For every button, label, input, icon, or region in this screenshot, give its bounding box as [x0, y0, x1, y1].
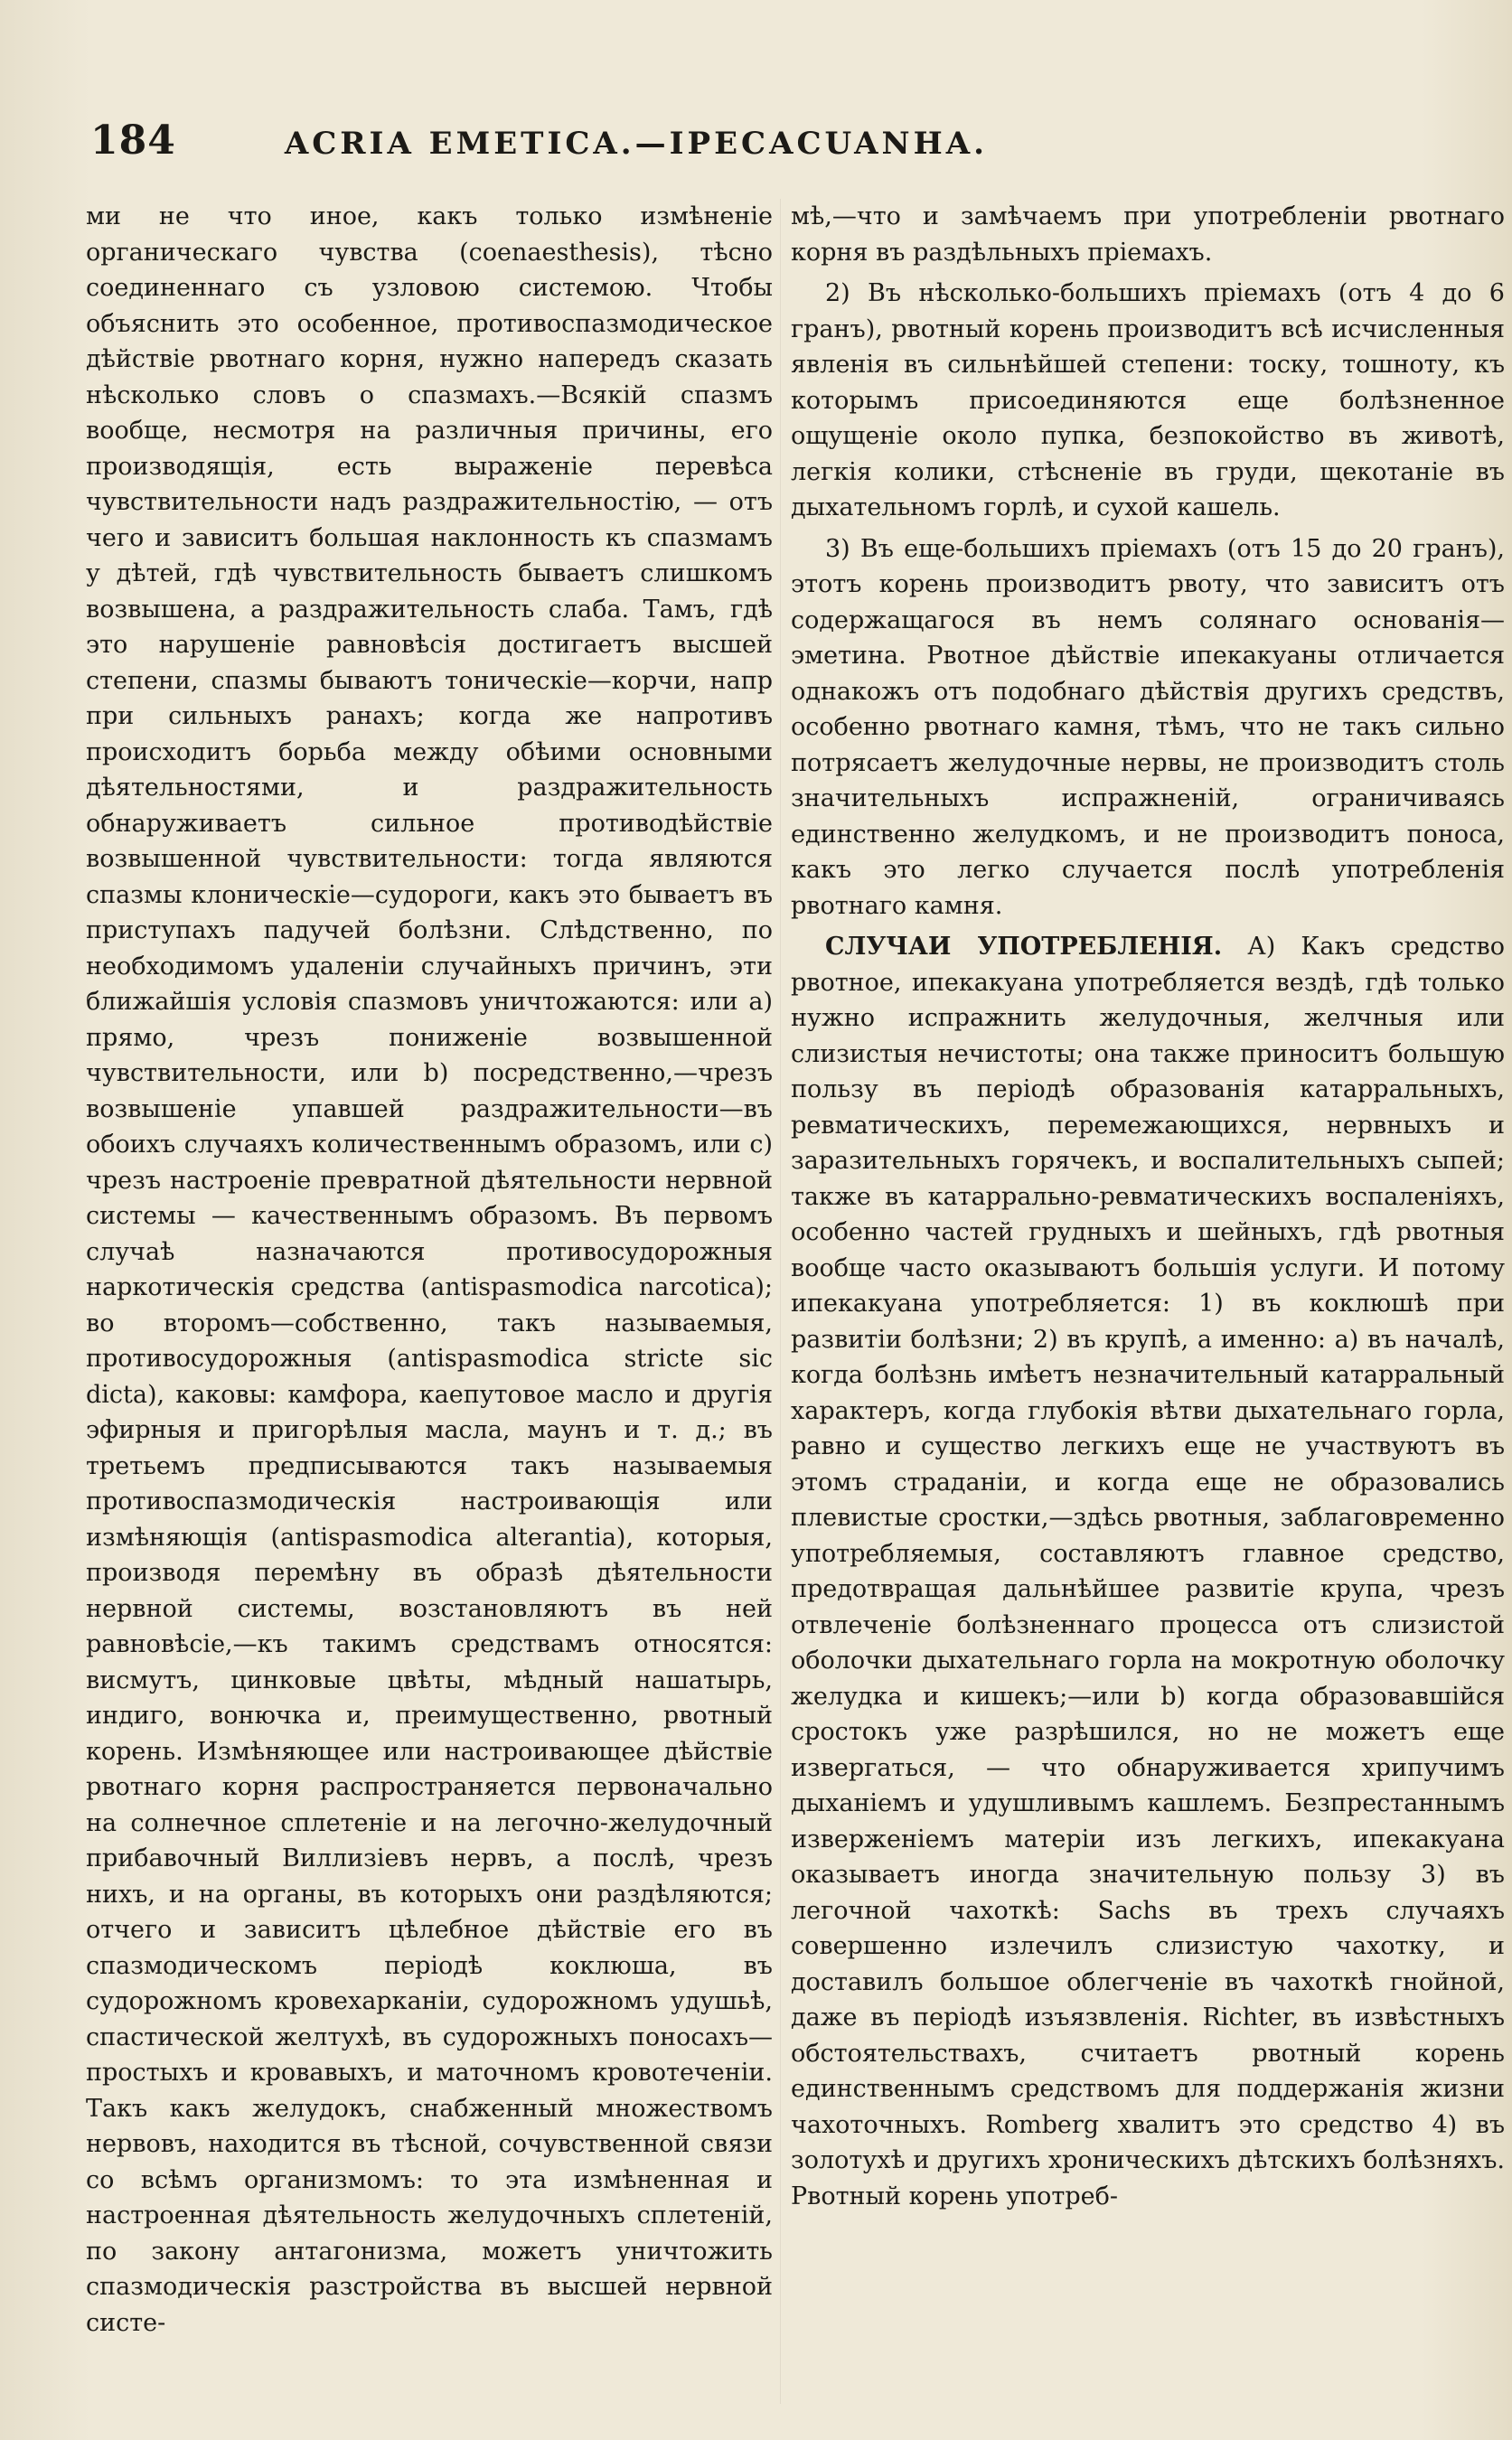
paragraph	[791, 929, 1505, 2214]
paragraph: мѣ,—что и замѣчаемъ при употребленіи рвотнаго корня въ раздѣльныхъ пріемахъ.	[791, 202, 1505, 267]
right-column	[791, 199, 1505, 2404]
paragraph: ми не что иное, какъ только измѣненіе органическаго чувства (coenaesthesis), тѣсно соединеннаго съ узловою системою. Чтобы объяснить это особенное, противоспазмодическое дѣйствіе рвотнаго корня, нужно напередъ сказать нѣсколько словъ о спазмахъ.—Всякій спазмъ вообще, несмотря на различныя причины, его производящія, есть выраженіе перевѣса чувствительности надъ раздражительностію, — отъ чего и зависитъ большая наклонность къ спазмамъ у дѣтей, гдѣ чувствительность бываетъ слишкомъ возвышена, а раздражительность слаба. Тамъ, гдѣ это нарушеніе равновѣсія достигаетъ высшей степени, спазмы бываютъ тоническіе—корчи, напр при сильныхъ ранахъ; когда же напротивъ происходитъ борьба между обѣими основными дѣятельностями, и раздражительность обнаруживаетъ сильное противодѣйствіе возвышенной чувствительности: тогда являются спазмы клоническіе—судороги, какъ это бываетъ въ приступахъ падучей болѣзни. Слѣдственно, по необходимомъ удаленіи случайныхъ причинъ, эти ближайшія условія спазмовъ уничтожаются: или а) прямо, чрезъ пониженіе возвышенной чувствительности, или b) посредственно,—чрезъ возвышеніе упавшей раздражительности—въ обоихъ случаяхъ количественнымъ образомъ, или с) чрезъ настроеніе превратной дѣятельности нервной системы — качественнымъ образомъ. Въ первомъ случаѣ назначаются противосудорожныя наркотическія средства (antispasmodica narcotica); во второмъ—собственно, такъ называемыя, противосудорожныя (antispasmodica stricte sic dicta), каковы: камфора, каепутовое масло и другія эфирныя и пригорѣлыя масла, маунъ и т. д.; въ третьемъ предписываются такъ называемыя противоспазмодическія настроивающія или измѣняющія (antispasmodica alterantia), которыя, производя перемѣну въ образѣ дѣятельности нервной системы, возстановляютъ въ ней равновѣсіе,—къ такимъ средствамъ относятся: висмутъ, цинковые цвѣты, мѣдный нашатырь, индиго, вонючка и, преимущественно, рвотный корень. Измѣняющее или настроивающее дѣйствіе рвотнаго корня распространяется первоначально на солнечное сплетеніе и на легочно-желудочный прибавочный Виллизіевъ нервъ, а послѣ, чрезъ нихъ, и на органы, въ которыхъ они раздѣляются; отчего и зависитъ цѣлебное дѣйствіе его въ спазмодическомъ періодѣ коклюша, въ судорожномъ кровехарканіи, судорожномъ удушьѣ, спастической желтухѣ, въ судорожныхъ поносахъ—простыхъ и кровавыхъ, и маточномъ кровотеченіи. Такъ какъ желудокъ, снабженный множествомъ нервовъ, находится въ тѣсной, сочувственной связи со всѣмъ организмомъ: то эта измѣненная и настроенная дѣятельность желудочныхъ сплетеній, по закону антагонизма, можетъ уничтожить спазмодическія разстройства въ высшей нервной систе-	[86, 202, 773, 2337]
running-title: ACRIA EMETICA.—IPECACUANHA.	[284, 126, 988, 162]
left-column	[86, 199, 773, 2404]
page-number: 184	[90, 117, 176, 164]
column-divider	[780, 199, 781, 2404]
paragraph-text: А) Какъ средство рвотное, ипекакуана употребляется вездѣ, гдѣ только нужно испражнить желудочныя, желчныя или слизистыя нечистоты; она также приноситъ большую пользу въ періодѣ образованія катарральныхъ, ревматическихъ, перемежающихся, нервныхъ и заразительныхъ горячекъ, и воспалительныхъ сыпей; также въ катаррально-ревматическихъ воспаленіяхъ, особенно частей грудныхъ и шейныхъ, гдѣ рвотныя вообще часто оказываютъ большія услуги. И потому ипекакуана употребляется: 1) въ коклюшѣ при развитіи болѣзни; 2) въ крупѣ, а именно: а) въ началѣ, когда болѣзнь имѣетъ незначительный катарральный характеръ, когда глубокія вѣтви дыхательнаго горла, равно и существо легкихъ еще не участвуютъ въ этомъ страданіи, и когда еще не образовались плевистые сростки,—здѣсь рвотныя, заблаговременно употребляемыя, составляютъ главное средство, предотвращая дальнѣйшее развитіе крупа, чрезъ отвлеченіе болѣзненнаго процесса отъ слизистой оболочки дыхательнаго горла на мокротную оболочку желудка и кишекъ;—или b) когда образовавшійся сростокъ уже разрѣшился, но не можетъ еще извергаться, — что обнаруживается хрипучимъ дыханіемъ и удушливымъ кашлемъ. Безпрестаннымъ изверженіемъ матеріи изъ легкихъ, ипекакуана оказываетъ иногда значительную пользу 3) въ легочной чахоткѣ: Sachs въ трехъ случаяхъ совершенно излечилъ слизистую чахотку, и доставилъ большое облегченіе въ чахоткѣ гнойной, даже въ періодѣ изъязвленія. Richter, въ извѣстныхъ обстоятельствахъ, считаетъ рвотный корень единственнымъ средствомъ для поддержанія жизни чахоточныхъ. Romberg хвалитъ это средство 4) въ золотухѣ и другихъ хроническихъ дѣтскихъ болѣзняхъ. Рвотный корень употреб-	[791, 933, 1505, 2210]
running-head	[90, 117, 1175, 172]
paragraph: 3) Въ еще-большихъ пріемахъ (отъ 15 до 20 гранъ), этотъ корень производитъ рвоту, что зависитъ отъ содержащагося въ немъ солянаго основанія—эметина. Рвотное дѣйствіе ипекакуаны отличается однакожъ отъ подобнаго дѣйствія другихъ средствъ, особенно рвотнаго камня, тѣмъ, что не такъ сильно потрясаетъ желудочные нервы, не производитъ столь значительныхъ испражненій, ограничиваясь единственно желудкомъ, и не производитъ поноса, какъ это легко случается послѣ употребленія рвотнаго камня.	[791, 534, 1505, 920]
section-heading: СЛУЧАИ УПОТРЕБЛЕНІЯ.	[825, 933, 1223, 961]
paragraph: 2) Въ нѣсколько-большихъ пріемахъ (отъ 4 до 6 гранъ), рвотный корень производитъ всѣ исчисленныя явленія въ сильнѣйшей степени: тоску, тошноту, къ которымъ присоединяются еще болѣзненное ощущеніе около пупка, безпокойство въ животѣ, легкія колики, стѣсненіе въ груди, щекотаніе въ дыхательномъ горлѣ, и сухой кашель.	[791, 279, 1505, 521]
